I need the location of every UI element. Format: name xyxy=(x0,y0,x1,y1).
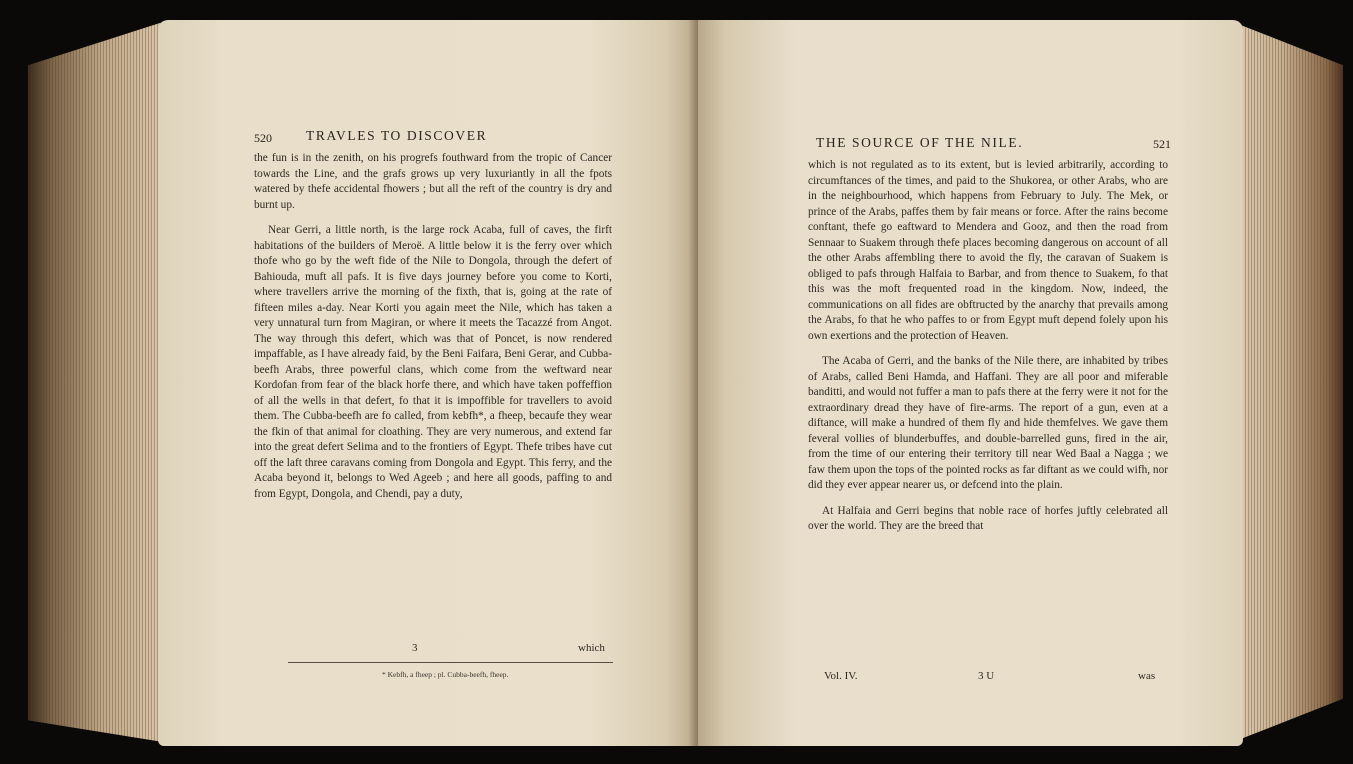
left-body-text xyxy=(254,151,612,512)
left-footnote: * Kebfh, a fheep ; pl. Cubba-beefh, fheep. xyxy=(382,670,509,679)
left-paragraph-1: the fun is in the zenith, on his progrefs fouthward from the tropic of Cancer towards the Line, and the grafs grows up very luxuriantly in all the fpots watered by thefe accidental fhowers ; but all the reft of the country is dry and burnt up. xyxy=(254,152,612,211)
right-running-head: THE SOURCE OF THE NILE. xyxy=(816,135,1024,150)
left-page-edges xyxy=(28,22,163,742)
right-catchword: was xyxy=(1138,670,1156,682)
right-paragraph-3: At Halfaia and Gerri begins that noble race of horfes juftly celebrated all over the world. They are the breed that xyxy=(808,504,1168,532)
footnote-rule xyxy=(288,662,613,663)
volume-mark: Vol. IV. xyxy=(824,670,858,682)
left-catchword: which xyxy=(578,642,605,654)
left-running-head: TRAVLES TO DISCOVER xyxy=(306,128,488,143)
right-page-number: 521 xyxy=(1153,137,1171,151)
left-page xyxy=(158,20,698,746)
left-paragraph-2: Near Gerri, a little north, is the large rock Acaba, full of caves, the firft habitations of the builders of Meroë. A little below it is the ferry over which thofe who go by the weft fide of the Nile to Dongola, through the defert of Bahiouda, muft all pafs. It is five days journey before you come to Korti, where travellers arrive the morning of the fixth, that is, going at the rate of fifteen miles a-day. Near Korti you again meet the Nile, which has taken a very unnatural turn from Magiran, or where it meets the Tacazzé from Angot. The way through this defert, which was that of Poncet, is now rendered impaffable, as I have already faid, by the Beni Faifara, Beni Gerar, and Cubba-beefh Arabs, three powerful clans, which come from the weftward near Kordofan from fear of the black horfe there, and which have taken poffeffion of all the wells in that defert, fo that it is impoffible for travellers to avoid them. The Cubba-beefh are fo called, from kebfh*, a fheep, becaufe they wear the fkin of that animal for cloathing. They are very numerous, and extend far into the great defert Selima and to the frontiers of Egypt. Thefe tribes have cut off the laft three caravans coming from Dongola and Egypt. This ferry, and the Acaba beyond it, belongs to Wed Ageeb ; and here all goods, paffing to and from Egypt, Dongola, and Chendi, pay a duty, xyxy=(254,224,612,500)
left-signature-mark: 3 xyxy=(412,642,418,654)
right-page-edges xyxy=(1233,22,1343,742)
right-paragraph-2: The Acaba of Gerri, and the banks of the Nile there, are inhabited by tribes of Arabs, called Beni Hamda, and Haffani. They are all poor and miferable banditti, and would not fuffer a man to pafs there at the ferry were it not for the extraordinary dread they have of fire-arms. The report of a gun, even at a diftance, will make a hundred of them fly and hide themfelves. We gave them feveral vollies of blunderbuffes, and double-barrelled guns, fired in the air, from the time of our entering their territory till near Wed Baal a Nagga ; we faw them upon the tops of the pointed rocks as far diftant as we could wifh, nor did they ever appear nearer us, or defcend into the plain. xyxy=(808,355,1168,491)
right-body-text xyxy=(808,158,1168,545)
right-page xyxy=(698,20,1243,746)
left-page-number: 520 xyxy=(254,131,272,145)
right-paragraph-1: which is not regulated as to its extent, but is levied arbitrarily, according to circumftances of the times, and paid to the Shukorea, or other Arabs, who are in the neighbourhood, which happens from February to July. The Mek, or prince of the Arabs, paffes them by fair means or force. After the rains become conftant, thefe go eaftward to Mendera and Gooz, and then the road from Sennaar to Suakem through thefe places becoming dangerous on account of all the other Arabs affembling there to avoid the fly, the caravan of Suakem is obliged to pafs through Halfaia to Barbar, and from thence to Suakem, fo that this was the moft frequented road in the kingdom. Now, indeed, the communications on all fides are obftructed by the anarchy that prevails among the Arabs, fo that he who paffes to or from Egypt muft depend folely upon his own exertions and the protection of Heaven. xyxy=(808,159,1168,342)
right-signature-mark: 3 U xyxy=(978,670,995,682)
